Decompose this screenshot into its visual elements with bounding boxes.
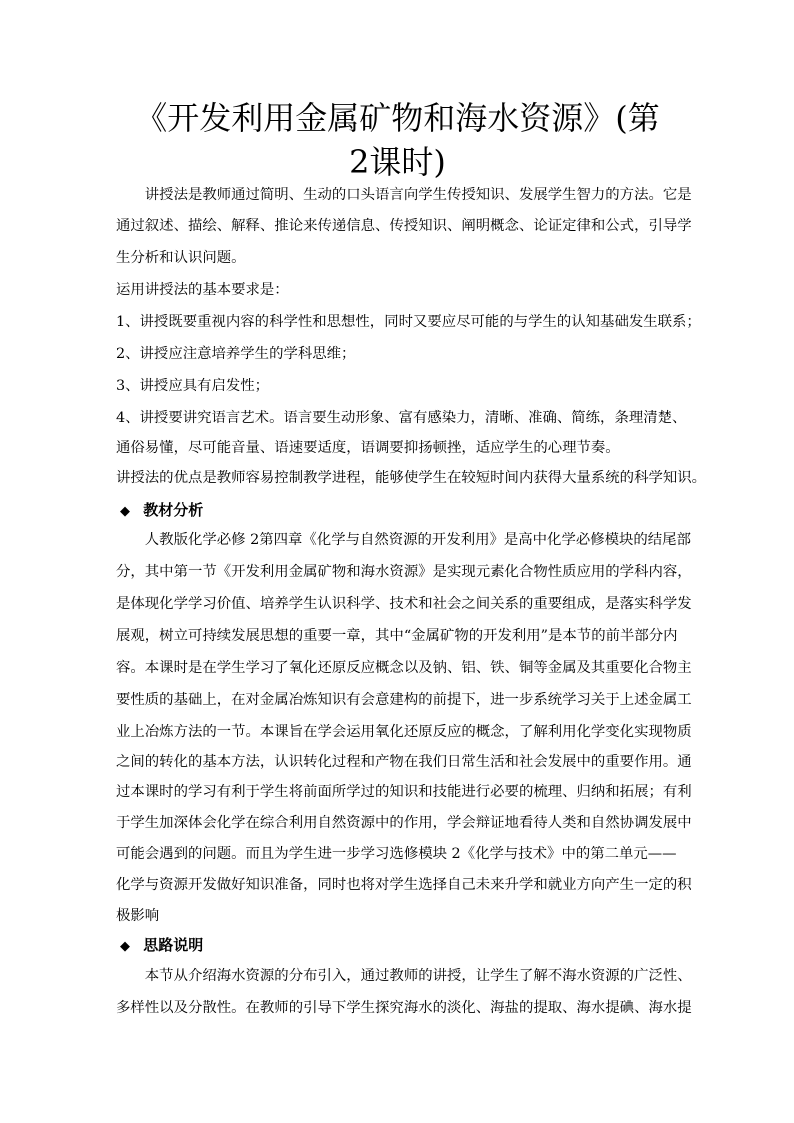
paragraph-line: 是体现化学学习价值、培养学生认识科学、技术和社会之间关系的重要组成，是落实科学发 — [116, 596, 692, 612]
paragraph-line: 本节从介绍海水资源的分布引入，通过教师的讲授，让学生了解不海水资源的广泛性、 — [116, 968, 692, 984]
document-title-line-2: 2课时) — [349, 143, 446, 181]
paragraph-line: 通过叙述、描绘、解释、推论来传递信息、传授知识、阐明概念、论证定律和公式，引导学 — [116, 218, 692, 234]
section-heading-approach — [120, 935, 203, 957]
list-item: 2、讲授应注意培养学生的学科思维； — [116, 346, 356, 362]
list-item: 1、讲授既要重视内容的科学性和思想性，同时又要应尽可能的与学生的认知基础发生联系； — [116, 314, 701, 330]
diamond-bullet-icon: ◆ — [120, 504, 130, 519]
paragraph-line: 人教版化学必修 2第四章《化学与自然资源的开发利用》是高中化学必修模块的结尾部 — [116, 532, 691, 548]
paragraph-line: 分，其中第一节《开发利用金属矿物和海水资源》是实现元素化合物性质应用的学科内容， — [116, 564, 692, 580]
paragraph-line: 过本课时的学习有利于学生将前面所学过的知识和技能进行必要的梳理、归纳和拓展；有利 — [116, 784, 692, 800]
paragraph-line: 容。本课时是在学生学习了氧化还原反应概念以及钠、铝、铁、铜等金属及其重要化合物主 — [116, 660, 692, 676]
list-item: 3、讲授应具有启发性； — [116, 378, 270, 394]
paragraph-line: 运用讲授法的基本要求是： — [116, 282, 289, 298]
paragraph-line: 化学与资源开发做好知识准备，同时也将对学生选择自己未来升学和就业方向产生一定的积 — [116, 877, 692, 893]
paragraph-line: 要性质的基础上，在对金属冶炼知识有会意建构的前提下，进一步系统学习关于上述金属工 — [116, 692, 692, 708]
paragraph-line: 业上冶炼方法的一节。本课旨在学会运用氧化还原反应的概念，了解利用化学变化实现物质 — [116, 724, 692, 740]
paragraph-line: 生分析和认识问题。 — [116, 250, 246, 266]
paragraph-line: 之间的转化的基本方法，认识转化过程和产物在我们日常生活和社会发展中的重要作用。通 — [116, 754, 692, 770]
list-item: 4、讲授要讲究语言艺术。语言要生动形象、富有感染力，清晰、准确、简练，条理清楚、 — [116, 410, 687, 426]
paragraph-line: 可能会遇到的问题。而且为学生进一步学习选修模块 2《化学与技术》中的第二单元—— — [116, 846, 677, 862]
paragraph-line: 通俗易懂，尽可能音量、语速要适度，语调要抑扬顿挫，适应学生的心理节奏。 — [116, 440, 620, 456]
paragraph-line: 多样性以及分散性。在教师的引导下学生探究海水的淡化、海盐的提取、海水提碘、海水提 — [116, 1000, 692, 1016]
paragraph-line: 极影响 — [116, 908, 160, 924]
paragraph-line: 讲授法的优点是教师容易控制教学进程，能够使学生在较短时间内获得大量系统的科学知识。 — [116, 470, 707, 486]
paragraph-line: 讲授法是教师通过简明、生动的口头语言向学生传授知识、发展学生智力的方法。它是 — [116, 187, 692, 203]
paragraph-line: 展观，树立可持续发展思想的重要一章，其中“金属矿物的开发利用”是本节的前半部分内 — [116, 628, 678, 644]
document-title-line-1: 《开发利用金属矿物和海水资源》(第 — [135, 99, 660, 137]
paragraph-line: 于学生加深体会化学在综合利用自然资源中的作用，学会辩证地看待人类和自然协调发展中 — [116, 815, 692, 831]
section-heading-textbook-analysis — [120, 500, 203, 522]
section-heading-text: 教材分析 — [143, 501, 204, 519]
section-heading-text: 思路说明 — [143, 936, 204, 954]
diamond-bullet-icon: ◆ — [120, 939, 130, 954]
